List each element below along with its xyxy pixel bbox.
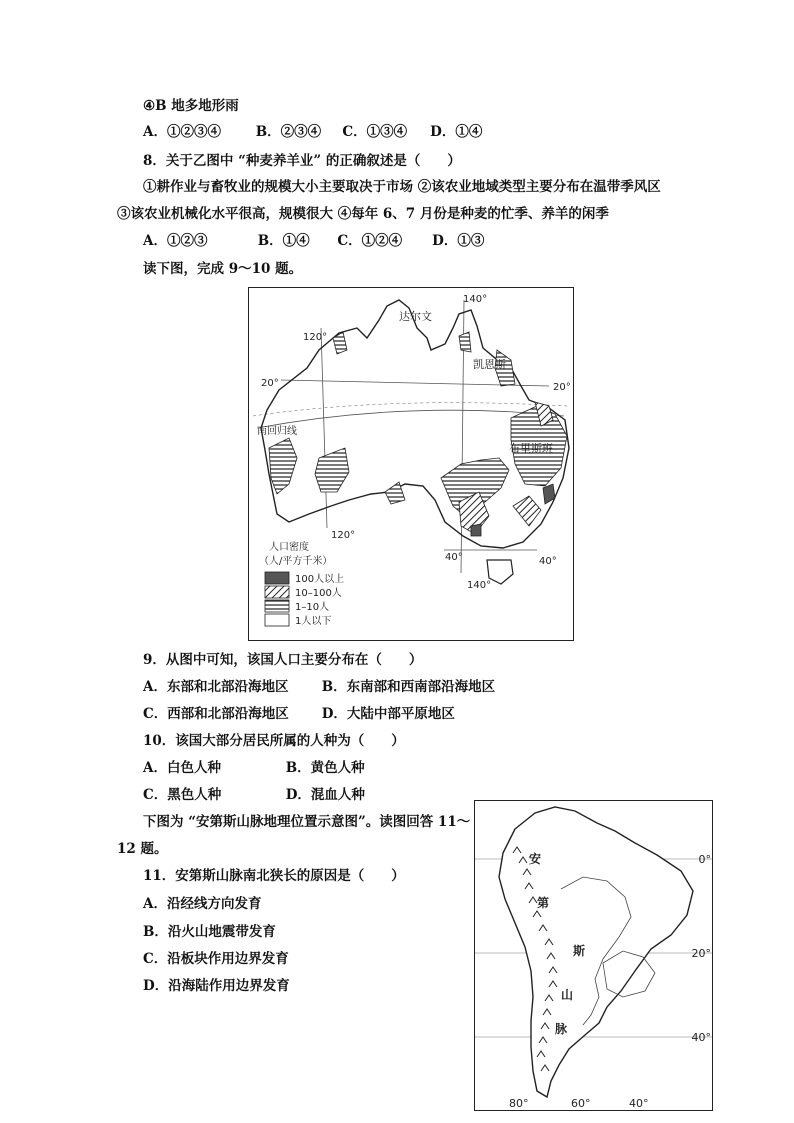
label-lon120-bottom: 120°	[331, 530, 356, 541]
q10-option-c[interactable]: C．黑色人种	[143, 787, 222, 803]
andes-char-3: 斯	[573, 944, 586, 958]
q7-option-a[interactable]: A．①②③④	[143, 124, 221, 140]
label-lat20-left: 20°	[261, 378, 279, 389]
lon-label-60: 60°	[571, 1097, 591, 1110]
q8-options	[143, 231, 484, 251]
q9-stem: 9．从图中可知，该国人口主要分布在（ ）	[143, 652, 423, 668]
label-lat40-right: 40°	[539, 556, 557, 567]
q7-statement-4: ④B 地多地形雨	[143, 98, 239, 114]
q10-stem: 10．该国大部分居民所属的人种为（ ）	[143, 733, 405, 749]
label-cairns: 凯恩斯	[473, 358, 506, 371]
label-lon120-top: 120°	[303, 332, 328, 343]
label-darwin: 达尔文	[399, 310, 432, 323]
instruction-9-10: 读下图，完成 9～10 题。	[143, 261, 303, 277]
q11-stem: 11．安第斯山脉南北狭长的原因是（ ）	[143, 868, 405, 884]
q11-option-d[interactable]: D．沿海陆作用边界发育	[143, 978, 290, 994]
lon-label-40: 40°	[629, 1097, 649, 1110]
legend-title-2: （人/平方千米）	[259, 556, 333, 567]
label-lat20-right: 20°	[553, 382, 571, 393]
density-1-10	[269, 332, 567, 518]
andes-char-1: 安	[529, 852, 542, 866]
q10-option-a[interactable]: A．白色人种	[143, 760, 221, 776]
andes-location-map	[474, 800, 713, 1111]
q8-statements-line-2: ③该农业机械化水平很高，规模很大 ④每年 6、7 月份是种麦的忙季、养羊的闲季	[117, 206, 609, 222]
q10-options-row-1	[143, 758, 365, 778]
q9-option-c[interactable]: C．西部和北部沿海地区	[143, 706, 289, 722]
q10-option-d[interactable]: D．混血人种	[285, 787, 365, 803]
q11-option-a[interactable]: A．沿经线方向发育	[143, 896, 262, 912]
lat-label-0: 0°	[698, 853, 711, 866]
andes-char-2: 第	[537, 896, 550, 910]
andes-char-4: 山	[561, 988, 574, 1002]
legend-swatch-10-100	[265, 586, 289, 598]
legend-item-1-10: 1–10人	[295, 602, 330, 613]
label-lon140-top: 140°	[463, 294, 488, 305]
label-lat40-left: 40°	[445, 552, 463, 563]
q7-option-d[interactable]: D．①④	[430, 124, 483, 140]
q8-option-c[interactable]: C．①②④	[337, 233, 403, 249]
australia-population-map	[248, 287, 574, 641]
q8-statements-line-1: ①耕作业与畜牧业的规模大小主要取决于市场 ②该农业地域类型主要分布在温带季风区	[143, 179, 661, 195]
lon-label-80: 80°	[509, 1097, 529, 1110]
instruction-11-12-line-1: 下图为 “安第斯山脉地理位置示意图”。读图回答 11～	[143, 814, 471, 830]
andes-char-5: 脉	[555, 1022, 568, 1036]
label-brisbane: 布里斯班	[509, 442, 553, 455]
q7-options	[143, 122, 482, 142]
lat-label-40: 40°	[691, 1031, 711, 1044]
south-america-outline	[499, 807, 693, 1097]
q8-option-d[interactable]: D．①③	[432, 233, 485, 249]
q7-option-b[interactable]: B．②③④	[255, 124, 322, 140]
q10-option-b[interactable]: B．黄色人种	[285, 760, 365, 776]
q9-option-a[interactable]: A．东部和北部沿海地区	[143, 679, 289, 695]
label-lon140-bottom: 140°	[467, 580, 492, 591]
legend-swatch-1-10	[265, 600, 289, 612]
q9-options-row-1	[143, 677, 495, 697]
q8-option-b[interactable]: B．①④	[257, 233, 310, 249]
q9-option-b[interactable]: B．东南部和西南部沿海地区	[321, 679, 496, 695]
legend-swatch-100-plus	[265, 572, 289, 584]
lat-label-20: 20°	[691, 947, 711, 960]
q9-options-row-2	[143, 704, 455, 724]
q8-stem: 8．关于乙图中 “种麦养羊业” 的正确叙述是（ ）	[143, 153, 461, 169]
legend-title-1: 人口密度	[269, 542, 309, 553]
legend-item-10-100: 10–100人	[295, 588, 342, 599]
q9-option-d[interactable]: D．大陆中部平原地区	[321, 706, 455, 722]
legend-item-under-1: 1人以下	[295, 616, 332, 627]
q10-options-row-2	[143, 785, 365, 805]
map-legend	[259, 540, 344, 627]
instruction-11-12-line-2: 12 题。	[117, 841, 168, 857]
q11-option-b[interactable]: B．沿火山地震带发育	[143, 924, 276, 940]
legend-swatch-under-1	[265, 614, 289, 626]
legend-item-100-plus: 100人以上	[295, 574, 345, 585]
q11-option-c[interactable]: C．沿板块作用边界发育	[143, 951, 289, 967]
q8-option-a[interactable]: A．①②③	[143, 233, 208, 249]
label-tropic: 南回归线	[257, 426, 297, 437]
q7-option-c[interactable]: C．①③④	[342, 124, 408, 140]
